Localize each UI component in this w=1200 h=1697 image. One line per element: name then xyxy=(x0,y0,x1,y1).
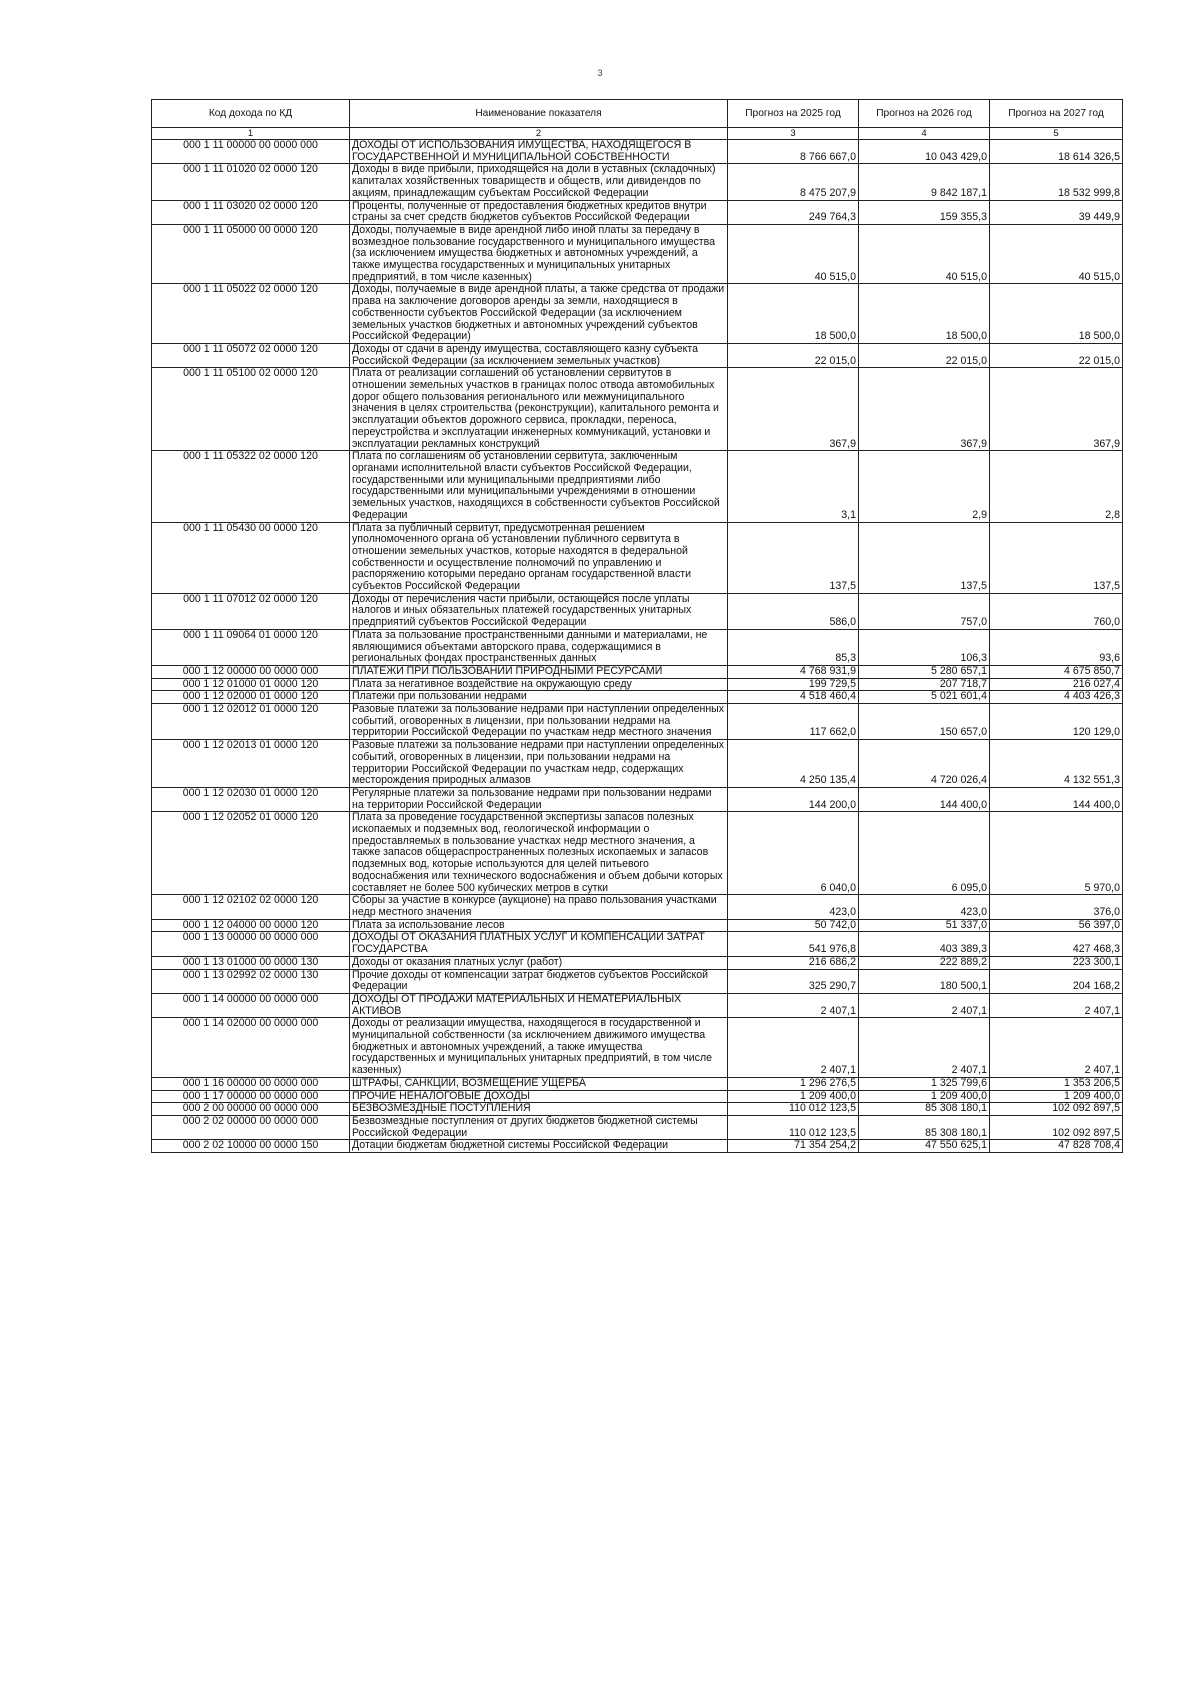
forecast-2026-cell: 85 308 180,1 xyxy=(859,1115,990,1139)
forecast-2025-cell: 18 500,0 xyxy=(728,284,859,344)
forecast-2026-cell: 6 095,0 xyxy=(859,812,990,895)
indicator-name-cell: Плата за публичный сервитут, предусмотренная решением уполномоченного органа об установлении публичного сервитута в отношении земельных участков, которые находятся в федеральной собственности и осуществление полномочий по управлению и распоряжению которыми передано органам государственной власти субъектов Российской Федерации xyxy=(350,522,728,593)
indicator-name-cell: Плата за проведение государственной экспертизы запасов полезных ископаемых и подземных вод, геологической информации о предоставляемых в пользование участках недр местного значения, а также запасов общераспространенных полезных ископаемых и запасов подземных вод, которые используются для целей питьевого водоснабжения или технического водоснабжения и объем добычи которых составляет не более 500 кубических метров в сутки xyxy=(350,812,728,895)
forecast-2027-cell: 1 209 400,0 xyxy=(990,1090,1123,1103)
indicator-name-cell: БЕЗВОЗМЕЗДНЫЕ ПОСТУПЛЕНИЯ xyxy=(350,1103,728,1116)
table-row xyxy=(152,1090,1123,1103)
table-row xyxy=(152,140,1123,164)
forecast-2025-cell: 85,3 xyxy=(728,629,859,665)
revenue-code-cell: 000 1 16 00000 00 0000 000 xyxy=(152,1077,350,1090)
forecast-2027-cell: 120 129,0 xyxy=(990,704,1123,740)
table-row xyxy=(152,993,1123,1017)
indicator-name-cell: Плата за использование лесов xyxy=(350,919,728,932)
forecast-2026-cell: 2,9 xyxy=(859,451,990,522)
indicator-name-cell: Проценты, полученные от предоставления бюджетных кредитов внутри страны за счет средств бюджетов субъектов Российской Федерации xyxy=(350,200,728,224)
indicator-name-cell: Доходы от реализации имущества, находящегося в государственной и муниципальной собственности (за исключением движимого имущества бюджетных и автономных учреждений, а также имущества государственных и муниципальных унитарных предприятий, в том числе казенных) xyxy=(350,1018,728,1078)
indicator-name-cell: Доходы, получаемые в виде арендной платы, а также средства от продажи права на заключение договоров аренды за земли, находящиеся в собственности субъектов Российской Федерации (за исключением земельных участков бюджетных и автономных учреждений субъектов Российской Федерации) xyxy=(350,284,728,344)
forecast-2027-cell: 760,0 xyxy=(990,593,1123,629)
revenue-code-cell: 000 1 11 05430 00 0000 120 xyxy=(152,522,350,593)
table-row xyxy=(152,629,1123,665)
header-2025: Прогноз на 2025 год xyxy=(728,100,859,128)
forecast-2027-cell: 376,0 xyxy=(990,895,1123,919)
forecast-2026-cell: 222 889,2 xyxy=(859,956,990,969)
forecast-2026-cell: 5 280 657,1 xyxy=(859,665,990,678)
forecast-2026-cell: 1 325 799,6 xyxy=(859,1077,990,1090)
indicator-name-cell: Доходы, получаемые в виде арендной либо иной платы за передачу в возмездное пользование государственного и муниципального имущества (за исключением имущества бюджетных и автономных учреждений, а также имущества государственных и муниципальных унитарных предприятий, в том числе казенных) xyxy=(350,224,728,284)
forecast-2025-cell: 50 742,0 xyxy=(728,919,859,932)
forecast-2025-cell: 4 250 135,4 xyxy=(728,740,859,788)
indicator-name-cell: Доходы в виде прибыли, приходящейся на доли в уставных (складочных) капиталах хозяйственных товариществ и обществ, или дивидендов по акциям, принадлежащим субъектам Российской Федерации xyxy=(350,164,728,200)
forecast-2026-cell: 207 718,7 xyxy=(859,678,990,691)
forecast-2027-cell: 102 092 897,5 xyxy=(990,1103,1123,1116)
forecast-2025-cell: 199 729,5 xyxy=(728,678,859,691)
forecast-2025-cell: 423,0 xyxy=(728,895,859,919)
revenue-code-cell: 000 1 12 02000 01 0000 120 xyxy=(152,691,350,704)
table-header-row xyxy=(152,100,1123,128)
forecast-2025-cell: 216 686,2 xyxy=(728,956,859,969)
forecast-2025-cell: 110 012 123,5 xyxy=(728,1103,859,1116)
revenue-code-cell: 000 1 11 00000 00 0000 000 xyxy=(152,140,350,164)
header-name: Наименование показателя xyxy=(350,100,728,128)
forecast-2027-cell: 22 015,0 xyxy=(990,343,1123,367)
revenue-code-cell: 000 1 12 02030 01 0000 120 xyxy=(152,787,350,811)
indicator-name-cell: ДОХОДЫ ОТ ИСПОЛЬЗОВАНИЯ ИМУЩЕСТВА, НАХОДЯЩЕГОСЯ В ГОСУДАРСТВЕННОЙ И МУНИЦИПАЛЬНОЙ СОБСТВЕННОСТИ xyxy=(350,140,728,164)
revenue-code-cell: 000 1 12 02012 01 0000 120 xyxy=(152,704,350,740)
table-row xyxy=(152,969,1123,993)
forecast-2026-cell: 150 657,0 xyxy=(859,704,990,740)
indicator-name-cell: Плата за пользование пространственными данными и материалами, не являющимися объектами авторского права, содержащимися в региональных фондах пространственных данных xyxy=(350,629,728,665)
revenue-code-cell: 000 1 11 05322 02 0000 120 xyxy=(152,451,350,522)
table-row xyxy=(152,895,1123,919)
table-row xyxy=(152,812,1123,895)
table-row xyxy=(152,284,1123,344)
forecast-2025-cell: 144 200,0 xyxy=(728,787,859,811)
forecast-2026-cell: 22 015,0 xyxy=(859,343,990,367)
revenue-code-cell: 000 1 11 05022 02 0000 120 xyxy=(152,284,350,344)
forecast-2027-cell: 40 515,0 xyxy=(990,224,1123,284)
forecast-2025-cell: 117 662,0 xyxy=(728,704,859,740)
forecast-2027-cell: 18 532 999,8 xyxy=(990,164,1123,200)
indicator-name-cell: Доходы от сдачи в аренду имущества, составляющего казну субъекта Российской Федерации (за исключением земельных участков) xyxy=(350,343,728,367)
table-row xyxy=(152,451,1123,522)
forecast-2026-cell: 4 720 026,4 xyxy=(859,740,990,788)
forecast-2027-cell: 102 092 897,5 xyxy=(990,1115,1123,1139)
forecast-2025-cell: 110 012 123,5 xyxy=(728,1115,859,1139)
table-row xyxy=(152,956,1123,969)
table-row xyxy=(152,1103,1123,1116)
column-number: 3 xyxy=(728,128,859,140)
indicator-name-cell: Дотации бюджетам бюджетной системы Российской Федерации xyxy=(350,1140,728,1153)
column-number: 1 xyxy=(152,128,350,140)
forecast-2026-cell: 180 500,1 xyxy=(859,969,990,993)
indicator-name-cell: ДОХОДЫ ОТ ОКАЗАНИЯ ПЛАТНЫХ УСЛУГ И КОМПЕНСАЦИИ ЗАТРАТ ГОСУДАРСТВА xyxy=(350,932,728,956)
forecast-2027-cell: 2 407,1 xyxy=(990,1018,1123,1078)
indicator-name-cell: Плата от реализации соглашений об установлении сервитутов в отношении земельных участков в границах полос отвода автомобильных дорог общего пользования регионального или межмуниципального значения в целях строительства (реконструкции), капитального ремонта и эксплуатации объектов дорожного сервиса, прокладки, переноса, переустройства и эксплуатации инженерных коммуникаций, установки и эксплуатации рекламных конструкций xyxy=(350,368,728,451)
forecast-2025-cell: 541 976,8 xyxy=(728,932,859,956)
forecast-2025-cell: 4 518 460,4 xyxy=(728,691,859,704)
forecast-2025-cell: 4 768 931,9 xyxy=(728,665,859,678)
forecast-2025-cell: 137,5 xyxy=(728,522,859,593)
indicator-name-cell: Доходы от оказания платных услуг (работ) xyxy=(350,956,728,969)
indicator-name-cell: Разовые платежи за пользование недрами при наступлении определенных событий, оговоренных в лицензии, при пользовании недрами на территории Российской Федерации по участкам недр, содержащих месторождения природных алмазов xyxy=(350,740,728,788)
table-row xyxy=(152,678,1123,691)
table-row xyxy=(152,200,1123,224)
forecast-2026-cell: 5 021 601,4 xyxy=(859,691,990,704)
column-number-row xyxy=(152,128,1123,140)
forecast-2026-cell: 757,0 xyxy=(859,593,990,629)
table-row xyxy=(152,522,1123,593)
revenue-forecast-table xyxy=(151,99,1123,1153)
indicator-name-cell: Прочие доходы от компенсации затрат бюджетов субъектов Российской Федерации xyxy=(350,969,728,993)
revenue-code-cell: 000 1 11 01020 02 0000 120 xyxy=(152,164,350,200)
forecast-2026-cell: 85 308 180,1 xyxy=(859,1103,990,1116)
revenue-code-cell: 000 1 12 04000 00 0000 120 xyxy=(152,919,350,932)
forecast-2027-cell: 204 168,2 xyxy=(990,969,1123,993)
forecast-2027-cell: 5 970,0 xyxy=(990,812,1123,895)
header-2027: Прогноз на 2027 год xyxy=(990,100,1123,128)
indicator-name-cell: Регулярные платежи за пользование недрами при пользовании недрами на территории Российской Федерации xyxy=(350,787,728,811)
forecast-2027-cell: 56 397,0 xyxy=(990,919,1123,932)
forecast-2026-cell: 51 337,0 xyxy=(859,919,990,932)
forecast-2027-cell: 216 027,4 xyxy=(990,678,1123,691)
forecast-2027-cell: 4 132 551,3 xyxy=(990,740,1123,788)
forecast-2026-cell: 9 842 187,1 xyxy=(859,164,990,200)
revenue-code-cell: 000 2 00 00000 00 0000 000 xyxy=(152,1103,350,1116)
forecast-2026-cell: 40 515,0 xyxy=(859,224,990,284)
table-row xyxy=(152,704,1123,740)
forecast-2026-cell: 106,3 xyxy=(859,629,990,665)
table-row xyxy=(152,368,1123,451)
forecast-2025-cell: 8 766 667,0 xyxy=(728,140,859,164)
indicator-name-cell: ШТРАФЫ, САНКЦИИ, ВОЗМЕЩЕНИЕ УЩЕРБА xyxy=(350,1077,728,1090)
forecast-2025-cell: 8 475 207,9 xyxy=(728,164,859,200)
forecast-2025-cell: 22 015,0 xyxy=(728,343,859,367)
forecast-2027-cell: 4 403 426,3 xyxy=(990,691,1123,704)
indicator-name-cell: Разовые платежи за пользование недрами при наступлении определенных событий, оговоренных в лицензии, при пользовании недрами на территории Российской Федерации по участкам недр местного значения xyxy=(350,704,728,740)
forecast-2026-cell: 1 209 400,0 xyxy=(859,1090,990,1103)
forecast-2026-cell: 423,0 xyxy=(859,895,990,919)
forecast-2027-cell: 39 449,9 xyxy=(990,200,1123,224)
forecast-2027-cell: 47 828 708,4 xyxy=(990,1140,1123,1153)
revenue-code-cell: 000 1 13 02992 02 0000 130 xyxy=(152,969,350,993)
forecast-2026-cell: 18 500,0 xyxy=(859,284,990,344)
forecast-2025-cell: 367,9 xyxy=(728,368,859,451)
forecast-2026-cell: 10 043 429,0 xyxy=(859,140,990,164)
table-row xyxy=(152,919,1123,932)
forecast-2027-cell: 223 300,1 xyxy=(990,956,1123,969)
revenue-code-cell: 000 1 11 09064 01 0000 120 xyxy=(152,629,350,665)
forecast-2027-cell: 1 353 206,5 xyxy=(990,1077,1123,1090)
table-body xyxy=(152,140,1123,1153)
forecast-2025-cell: 6 040,0 xyxy=(728,812,859,895)
table-row xyxy=(152,787,1123,811)
forecast-2026-cell: 137,5 xyxy=(859,522,990,593)
revenue-code-cell: 000 1 11 07012 02 0000 120 xyxy=(152,593,350,629)
table-row xyxy=(152,343,1123,367)
forecast-2026-cell: 403 389,3 xyxy=(859,932,990,956)
forecast-2025-cell: 1 209 400,0 xyxy=(728,1090,859,1103)
revenue-code-cell: 000 1 12 02102 02 0000 120 xyxy=(152,895,350,919)
forecast-2025-cell: 325 290,7 xyxy=(728,969,859,993)
forecast-2026-cell: 367,9 xyxy=(859,368,990,451)
revenue-code-cell: 000 2 02 00000 00 0000 000 xyxy=(152,1115,350,1139)
revenue-code-cell: 000 1 14 02000 00 0000 000 xyxy=(152,1018,350,1078)
forecast-2025-cell: 586,0 xyxy=(728,593,859,629)
table-row xyxy=(152,691,1123,704)
indicator-name-cell: ПЛАТЕЖИ ПРИ ПОЛЬЗОВАНИИ ПРИРОДНЫМИ РЕСУРСАМИ xyxy=(350,665,728,678)
revenue-code-cell: 000 2 02 10000 00 0000 150 xyxy=(152,1140,350,1153)
forecast-2025-cell: 249 764,3 xyxy=(728,200,859,224)
forecast-2027-cell: 367,9 xyxy=(990,368,1123,451)
column-number: 4 xyxy=(859,128,990,140)
forecast-2025-cell: 2 407,1 xyxy=(728,1018,859,1078)
table-row xyxy=(152,1140,1123,1153)
header-2026: Прогноз на 2026 год xyxy=(859,100,990,128)
table-row xyxy=(152,665,1123,678)
indicator-name-cell: Безвозмездные поступления от других бюджетов бюджетной системы Российской Федерации xyxy=(350,1115,728,1139)
indicator-name-cell: ПРОЧИЕ НЕНАЛОГОВЫЕ ДОХОДЫ xyxy=(350,1090,728,1103)
revenue-code-cell: 000 1 12 02013 01 0000 120 xyxy=(152,740,350,788)
indicator-name-cell: Сборы за участие в конкурсе (аукционе) на право пользования участками недр местного значения xyxy=(350,895,728,919)
revenue-code-cell: 000 1 11 05072 02 0000 120 xyxy=(152,343,350,367)
table-row xyxy=(152,1018,1123,1078)
forecast-2026-cell: 2 407,1 xyxy=(859,1018,990,1078)
indicator-name-cell: Плата за негативное воздействие на окружающую среду xyxy=(350,678,728,691)
revenue-code-cell: 000 1 11 05100 02 0000 120 xyxy=(152,368,350,451)
forecast-2025-cell: 3,1 xyxy=(728,451,859,522)
revenue-code-cell: 000 1 11 03020 02 0000 120 xyxy=(152,200,350,224)
forecast-2026-cell: 2 407,1 xyxy=(859,993,990,1017)
forecast-2027-cell: 137,5 xyxy=(990,522,1123,593)
forecast-2025-cell: 71 354 254,2 xyxy=(728,1140,859,1153)
indicator-name-cell: Плата по соглашениям об установлении сервитута, заключенным органами исполнительной власти субъектов Российской Федерации, государственными или муниципальными предприятиями либо государственными или муниципальными учреждениями в отношении земельных участков, находящихся в собственности субъектов Российской Федерации xyxy=(350,451,728,522)
table-row xyxy=(152,224,1123,284)
table-row xyxy=(152,593,1123,629)
revenue-code-cell: 000 1 12 01000 01 0000 120 xyxy=(152,678,350,691)
forecast-2026-cell: 144 400,0 xyxy=(859,787,990,811)
forecast-2027-cell: 18 500,0 xyxy=(990,284,1123,344)
forecast-2027-cell: 4 675 850,7 xyxy=(990,665,1123,678)
column-number: 2 xyxy=(350,128,728,140)
indicator-name-cell: Платежи при пользовании недрами xyxy=(350,691,728,704)
table-row xyxy=(152,1077,1123,1090)
revenue-code-cell: 000 1 12 02052 01 0000 120 xyxy=(152,812,350,895)
header-code: Код дохода по КД xyxy=(152,100,350,128)
forecast-2027-cell: 427 468,3 xyxy=(990,932,1123,956)
forecast-2027-cell: 18 614 326,5 xyxy=(990,140,1123,164)
indicator-name-cell: ДОХОДЫ ОТ ПРОДАЖИ МАТЕРИАЛЬНЫХ И НЕМАТЕРИАЛЬНЫХ АКТИВОВ xyxy=(350,993,728,1017)
revenue-code-cell: 000 1 11 05000 00 0000 120 xyxy=(152,224,350,284)
forecast-2026-cell: 159 355,3 xyxy=(859,200,990,224)
revenue-code-cell: 000 1 17 00000 00 0000 000 xyxy=(152,1090,350,1103)
forecast-2025-cell: 40 515,0 xyxy=(728,224,859,284)
forecast-2027-cell: 144 400,0 xyxy=(990,787,1123,811)
forecast-2027-cell: 2 407,1 xyxy=(990,993,1123,1017)
table-row xyxy=(152,1115,1123,1139)
forecast-2027-cell: 93,6 xyxy=(990,629,1123,665)
table-row xyxy=(152,740,1123,788)
forecast-2025-cell: 1 296 276,5 xyxy=(728,1077,859,1090)
forecast-2027-cell: 2,8 xyxy=(990,451,1123,522)
forecast-2025-cell: 2 407,1 xyxy=(728,993,859,1017)
revenue-code-cell: 000 1 12 00000 00 0000 000 xyxy=(152,665,350,678)
column-number: 5 xyxy=(990,128,1123,140)
table-row xyxy=(152,164,1123,200)
indicator-name-cell: Доходы от перечисления части прибыли, остающейся после уплаты налогов и иных обязательных платежей государственных унитарных предприятий субъектов Российской Федерации xyxy=(350,593,728,629)
revenue-code-cell: 000 1 14 00000 00 0000 000 xyxy=(152,993,350,1017)
table-row xyxy=(152,932,1123,956)
page-number: 3 xyxy=(597,68,603,78)
revenue-code-cell: 000 1 13 01000 00 0000 130 xyxy=(152,956,350,969)
forecast-2026-cell: 47 550 625,1 xyxy=(859,1140,990,1153)
revenue-code-cell: 000 1 13 00000 00 0000 000 xyxy=(152,932,350,956)
